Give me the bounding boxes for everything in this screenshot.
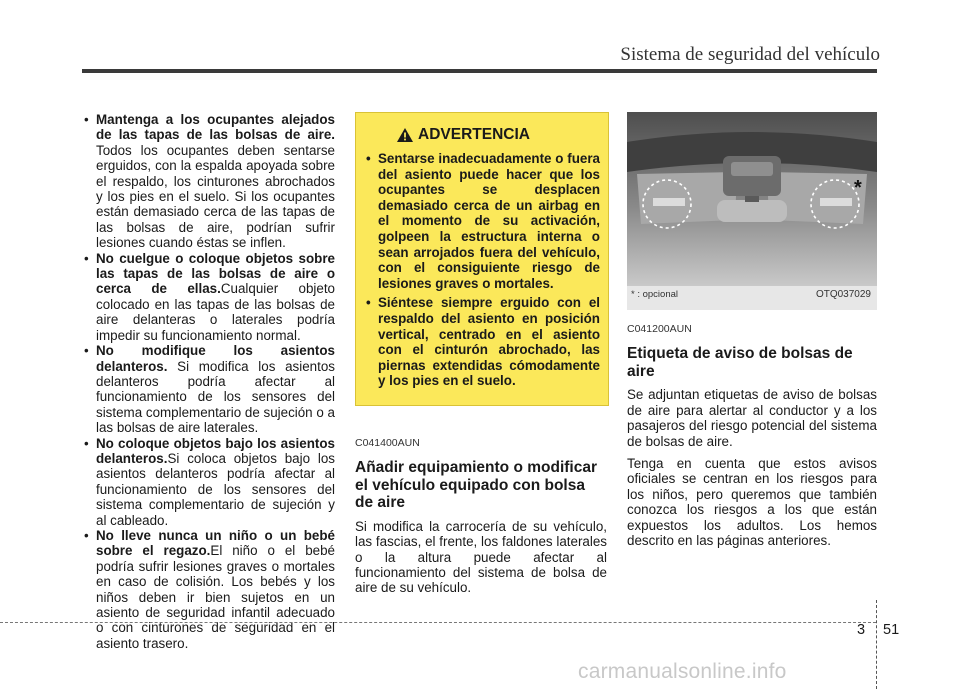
section-number: 3 [857,622,866,638]
optional-asterisk: * [854,177,862,199]
section-code: C041200AUN [627,323,692,335]
figure-caption-optional: * : opcional [631,288,679,300]
list-item: • Mantenga a los ocupantes alejados de las tapas de las bolsas de aire. Todos los ocupantes deben sentarse erguidos, con la espalda apoyada sobre el respaldo, los cinturones abrochados y los pies en el suelo. Si los ocupantes están demasiado cerca de las tapas de las bolsas de aire, podrían sufrir lesiones cuando éstas se inflen. [82,112,335,251]
section-title: Añadir equipamiento o modificar el vehículo equipado con bolsa de aire [355,459,597,512]
section-title: Etiqueta de aviso de bolsas de aire [627,345,853,380]
sun-visor-illustration [627,112,877,286]
warning-triangle-icon [396,127,414,143]
list-item: • No coloque objetos bajo los asientos delanteros.Si coloca objetos bajo los asientos delanteros podría afectar al funcionamiento de los sensores del sistema complementario de sujeción y al cableado. [82,436,335,528]
section-code: C041400AUN [355,436,420,449]
page-header-title: Sistema de seguridad del vehículo [620,44,880,65]
list-item: • No modifique los asientos delanteros. Si modifica los asientos delanteros podría afectar al funcionamiento de los sensores del sistema complementario de sujeción o a las bolsas de aire laterales. [82,343,335,435]
right-column [627,112,877,555]
section-body: Si modifica la carrocería de su vehículo, las fascias, el frente, los faldones laterales o la altura puede afectar al funcionamiento del sistema de bolsa de aire de su vehículo. [355,518,607,596]
figure-code: OTQ037029 [815,288,871,300]
list-item: • No lleve nunca un niño o un bebé sobre el regazo.El niño o el bebé podría sufrir lesiones graves o mortales en caso de colisión. Los bebés y los niños deben ir bien sujetos en un asiento de seguridad infantil adecuado o con cinturones de seguridad en el asiento trasero. [82,528,335,651]
list-item: • Sentarse inadecuadamente o fuera del asiento puede hacer que los ocupantes se desplacen demasiado cerca de un airbag en el momento de su activación, golpeen la estructura interna o sean arrojados fuera del vehículo, con el consiguiente riesgo de lesiones graves o mortales. [364,151,600,291]
list-item: • Siéntese siempre erguido con el respaldo del asiento en posición vertical, centrado en el asiento con el cinturón abrochado, las piernas extendidas cómodamente y los pies en el suelo. [364,295,600,389]
footer-dashed-rule [0,622,876,623]
header-rule [82,69,877,73]
footer-vertical-rule [876,600,878,689]
airbag-label-figure [627,112,877,310]
warning-box [355,112,609,406]
warning-title: ADVERTENCIA [418,126,530,144]
middle-column [355,112,607,603]
watermark: carmanualsonline.info [578,660,787,683]
list-item: • No cuelgue o coloque objetos sobre las tapas de las bolsas de aire o cerca de ellas.Cualquier objeto colocado en las tapas de las bolsas de aire delanteras o laterales podría impedir su funcionamiento normal. [82,251,335,343]
section-paragraph: Se adjuntan etiquetas de aviso de bolsas de aire para alertar al conductor y a los pasajeros del riesgo potencial del sistema de bolsas de aire. [627,387,877,449]
page-number: 51 [883,622,900,638]
section-paragraph: Tenga en cuenta que estos avisos oficiales se centran en los riesgos para los niños, pero queremos que también conozca los riesgos a los que están expuestos los adultos. Los hemos descrito en las páginas anteriores. [627,456,877,549]
warning-list [364,151,600,389]
safety-bullet-list [82,112,335,651]
left-column [82,112,335,651]
warning-header [396,127,600,143]
